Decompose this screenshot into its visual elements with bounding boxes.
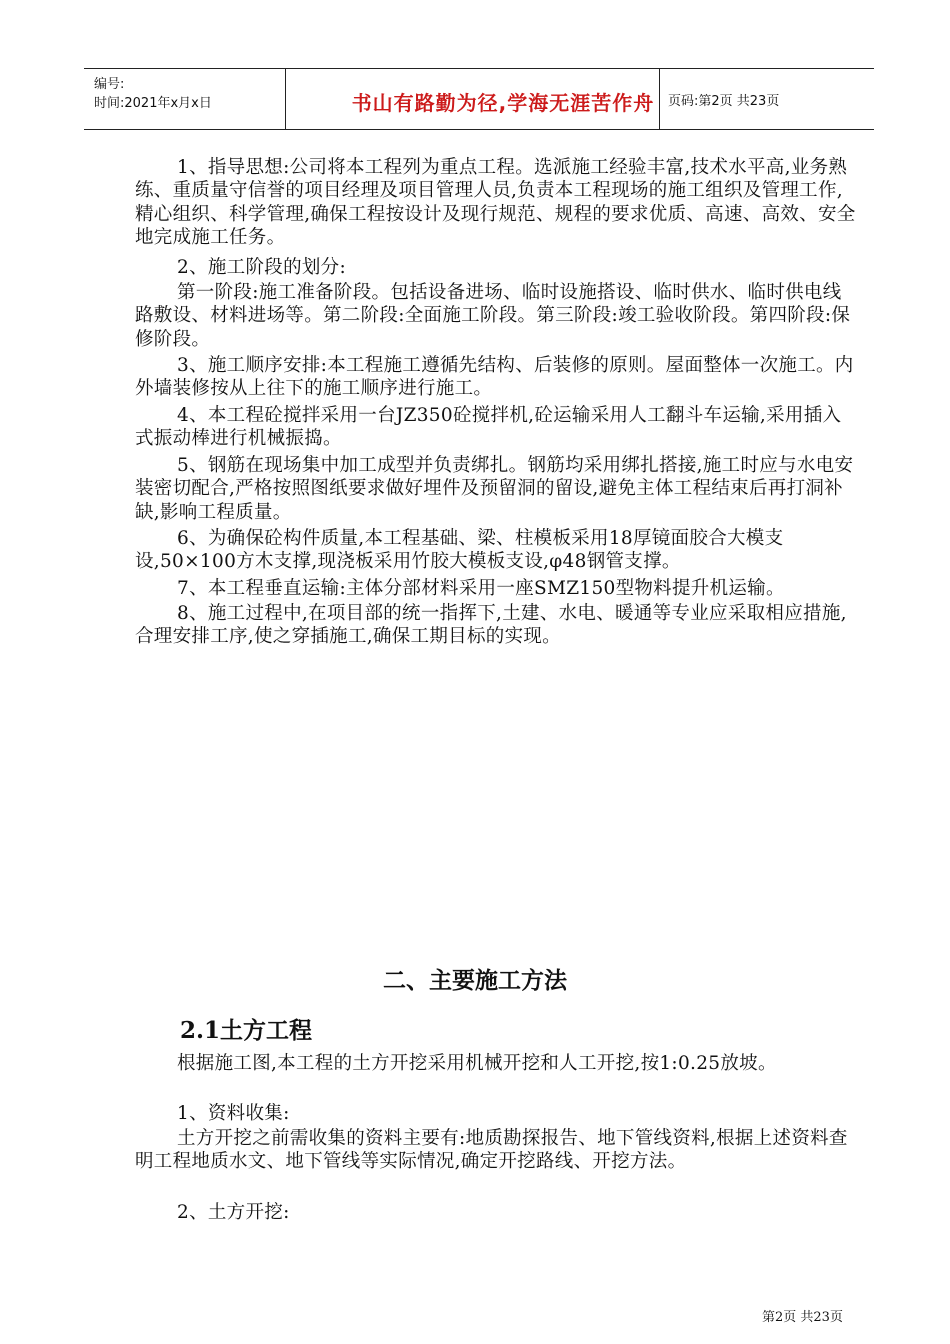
paragraph-construction-sequence: 3、施工顺序安排:本工程施工遵循先结构、后装修的原则。屋面整体一次施工。内外墙装修按从上往下的施工顺序进行施工。	[135, 355, 854, 400]
header-page-info: 页码:第2页 共23页	[668, 94, 780, 109]
paragraph-guiding-principle: 1、指导思想:公司将本工程列为重点工程。选派施工经验丰富,技术水平高,业务熟练、重质量守信誉的项目经理及项目管理人员,负责本工程现场的施工组织及管理工作,精心组织、科学管理,确保工程按设计及现行规范、规程的要求优质、高速、高效、安全地完成施工任务。	[135, 157, 856, 249]
page-header	[84, 68, 874, 130]
section-title: 二、主要施工方法	[383, 967, 567, 994]
header-motto: 书山有路勤为径,学海无涯苦作舟	[351, 91, 655, 115]
document-date-label: 时间:2021年x月x日	[94, 96, 212, 111]
paragraph-concrete-mixing: 4、本工程砼搅拌采用一台JZ350砼搅拌机,砼运输采用人工翻斗车运输,采用插入式振动棒进行机械振捣。	[135, 405, 842, 450]
paragraph-coordination: 8、施工过程中,在项目部的统一指挥下,土建、水电、暖通等专业应采取相应措施,合理安排工序,使之穿插施工,确保工期目标的实现。	[135, 603, 847, 648]
paragraph-vertical-transport: 7、本工程垂直运输:主体分部材料采用一座SMZ150型物料提升机运输。	[177, 578, 785, 599]
paragraph-formwork: 6、为确保砼构件质量,本工程基础、梁、柱模板采用18厚镜面胶合大模支设,50×100方木支撑,现浇板采用竹胶大模板支设,φ48钢管支撑。	[135, 528, 784, 573]
header-divider	[285, 69, 286, 129]
document-number-label: 编号:	[94, 77, 125, 92]
paragraph-stage-division: 2、施工阶段的划分:	[177, 257, 347, 278]
header-divider	[659, 69, 660, 129]
paragraph-excavation-method: 根据施工图,本工程的土方开挖采用机械开挖和人工开挖,按1:0.25放坡。	[177, 1053, 777, 1074]
paragraph-rebar: 5、钢筋在现场集中加工成型并负责绑扎。钢筋均采用绑扎搭接,施工时应与水电安装密切配合,严格按照图纸要求做好埋件及预留洞的留设,避免主体工程结束后再打洞补缺,影响工程质量。	[135, 455, 854, 523]
page-footer: 第2页 共23页	[762, 1310, 843, 1325]
paragraph-data-collection-heading: 1、资料收集:	[177, 1103, 290, 1124]
paragraph-stage-list: 第一阶段:施工准备阶段。包括设备进场、临时设施搭设、临时供水、临时供电线路敷设、材料进场等。第二阶段:全面施工阶段。第三阶段:竣工验收阶段。第四阶段:保修阶段。	[135, 282, 851, 350]
subsection-title: 2.1土方工程	[180, 1017, 313, 1044]
paragraph-excavation-heading: 2、土方开挖:	[177, 1202, 290, 1223]
paragraph-data-collection: 土方开挖之前需收集的资料主要有:地质勘探报告、地下管线资料,根据上述资料查明工程地质水文、地下管线等实际情况,确定开挖路线、开挖方法。	[135, 1128, 848, 1173]
